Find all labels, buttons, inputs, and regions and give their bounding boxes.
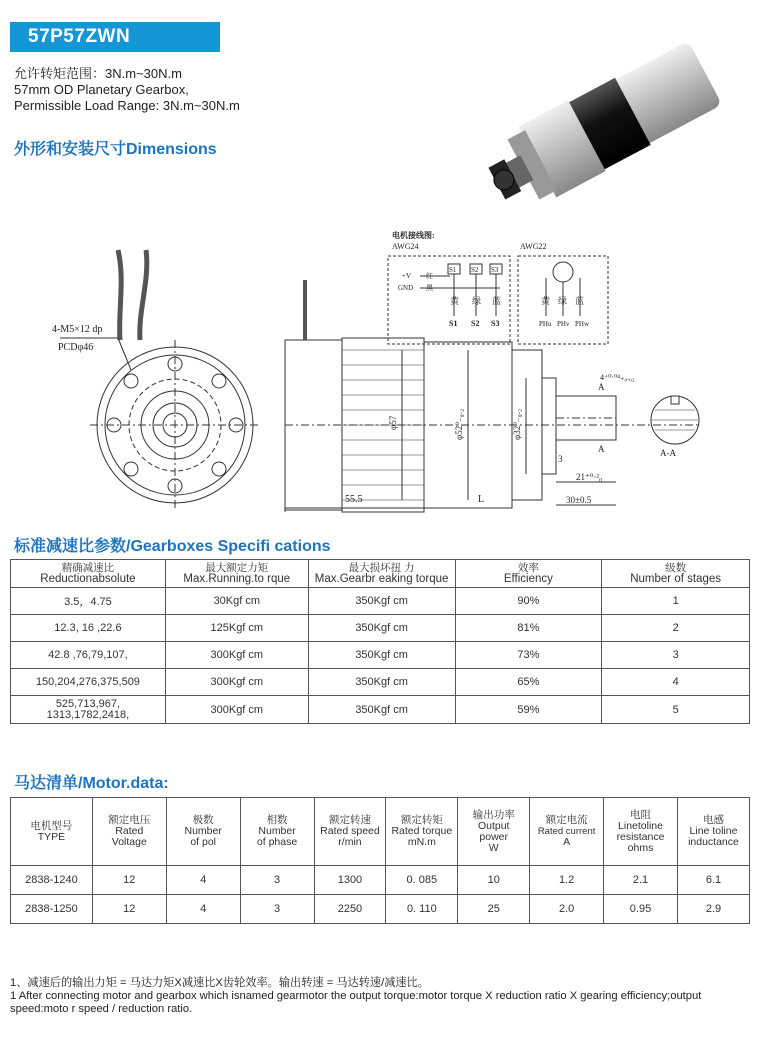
cell-voltage: 12 [92,866,166,895]
yellow-label: 黄 [450,296,460,306]
gearmotor-photo [470,28,755,213]
cell-phases: 3 [240,895,314,924]
dim-55-5: 55.5 [345,494,363,505]
s1-top: S1 [449,266,457,274]
blue-label: 蓝 [492,296,502,306]
cell-running-torque: 300Kgf cm [165,642,308,669]
intro-line-2: 57mm OD Planetary Gearbox, [14,82,189,97]
motor-header-inductance: 电感 Line toline inductance [677,798,749,866]
table-row [11,696,750,724]
green-label-2: 绿 [558,296,568,306]
cell-resistance: 0.95 [604,895,678,924]
cell-efficiency: 65% [455,669,602,696]
table-row [11,669,750,696]
yellow-label-2: 黄 [541,296,551,306]
gear-header-stages: 级数 Number of stages [602,560,750,588]
motor-header-voltage: 额定电压 Rated Voltage [92,798,166,866]
motor-header-torque: 额定转矩 Rated torque mN.m [386,798,458,866]
side-view [285,280,700,512]
cell-speed: 1300 [314,866,386,895]
cell-type: 2838-1240 [11,866,93,895]
cell-current: 2.0 [530,895,604,924]
cell-ratio: 525,713,967, 1313,1782,2418, [11,696,166,724]
cell-breaking-torque: 350Kgf cm [308,696,455,724]
motor-header-poles: 极数 Number of pol [166,798,240,866]
awg22-label: AWG22 [520,242,547,251]
cell-inductance: 2.9 [677,895,749,924]
dim-21: 21⁺⁰·²₀ [576,472,603,482]
s1-bottom: S1 [449,319,458,328]
cell-poles: 4 [166,866,240,895]
dimension-drawing [0,220,760,520]
motor-data-heading: 马达清单/Motor.data: [14,775,169,792]
cell-torque: 0. 085 [386,866,458,895]
cell-efficiency: 73% [455,642,602,669]
motor-data-table [10,797,750,924]
table-row [11,615,750,642]
cell-stages: 2 [602,615,750,642]
cell-stages: 5 [602,696,750,724]
cell-voltage: 12 [92,895,166,924]
awg24-label: AWG24 [392,242,419,251]
front-view [60,250,260,510]
cell-ratio: 3.5，4.75 [11,588,166,615]
cell-type: 2838-1250 [11,895,93,924]
phv-label: PHv [557,320,570,328]
gnd-label: GND [398,284,414,292]
gearbox-spec-table [10,559,750,724]
cell-running-torque: 300Kgf cm [165,669,308,696]
cell-current: 1.2 [530,866,604,895]
motor-table-header [11,798,750,866]
wiring-title: 电机接线图: [392,231,435,240]
cell-stages: 4 [602,669,750,696]
dimensions-heading: 外形和安装尺寸Dimensions [14,141,217,158]
cell-efficiency: 59% [455,696,602,724]
cell-stages: 3 [602,642,750,669]
pcd-label: PCDφ46 [58,342,94,353]
intro-text [14,66,240,114]
cell-breaking-torque: 350Kgf cm [308,642,455,669]
section-aa-label: A-A [660,448,676,458]
dim-A-top: A [598,382,605,392]
dim-4: 4⁺⁰·⁰⁴₊₀.₀₂ [600,373,635,382]
motor-header-resistance: 电阻 Linetoline resistance ohms [604,798,678,866]
table-row [11,588,750,615]
vplus-label: +V [402,272,412,280]
s3-top: S3 [491,266,499,274]
gear-header-ratio: 精确减速比 Reductionabsolute [11,560,166,588]
intro-line-1: 允许转矩范围：3N.m~30N.m [14,66,182,81]
cell-running-torque: 125Kgf cm [165,615,308,642]
s3-bottom: S3 [491,319,500,328]
gearbox-specs-heading: 标准减速比参数/Gearboxes Specifi cations [14,538,331,555]
dim-57: φ57 [388,415,398,430]
cell-resistance: 2.1 [604,866,678,895]
motor-header-speed: 额定转速 Rated speed r/min [314,798,386,866]
black-label: 黑 [426,284,433,292]
cell-breaking-torque: 350Kgf cm [308,615,455,642]
s2-bottom: S2 [471,319,480,328]
table-row [11,642,750,669]
table-row [11,895,750,924]
cell-speed: 2250 [314,895,386,924]
dim-3: 3 [558,454,563,464]
cell-ratio: 42.8 ,76,79,107, [11,642,166,669]
mount-holes-label: 4-M5×12 dp [52,324,103,335]
motor-header-phases: 相数 Number of phase [240,798,314,866]
gear-header-breaking-torque: 最大损坏扭 力 Max.Gearbr eaking torque [308,560,455,588]
gear-header-efficiency: 效率 Efficiency [455,560,602,588]
dim-A-bottom: A [598,444,605,454]
phw-label: PHw [575,320,590,328]
motor-header-current: 额定电流 Rated current A [530,798,604,866]
footnote-en: 1 After connecting motor and gearbox which isnamed gearmotor the output torque:motor torque X reduction ratio X gearing efficiency;output speed:moto r speed / reduction ratio. [10,990,702,1015]
red-label: 红 [426,272,433,280]
footnote [10,977,750,1016]
cell-ratio: 12.3, 16 ,22.6 [11,615,166,642]
cell-running-torque: 30Kgf cm [165,588,308,615]
model-title-bar [10,22,220,52]
model-title: 57P57ZWN [28,26,131,47]
cell-phases: 3 [240,866,314,895]
cell-inductance: 6.1 [677,866,749,895]
motor-header-power: 输出功率 Output power W [458,798,530,866]
green-label: 绿 [472,296,482,306]
dim-52: φ52⁰₋₀.₂ [454,408,464,440]
cell-power: 25 [458,895,530,924]
dim-32: φ32⁰₋₀.₂ [512,408,522,440]
cell-running-torque: 300Kgf cm [165,696,308,724]
cell-efficiency: 90% [455,588,602,615]
dim-30: 30±0.5 [566,495,592,505]
intro-line-3: Permissible Load Range: 3N.m~30N.m [14,98,240,113]
motor-header-type: 电机型号 TYPE [11,798,93,866]
phu-label: PHu [539,320,552,328]
footnote-cn: 1、减速后的输出力矩 = 马达力矩X减速比X齿轮效率。输出转速 = 马达转速/减速比。 [10,977,429,989]
cell-torque: 0. 110 [386,895,458,924]
dim-L: L [478,494,485,505]
s2-top: S2 [471,266,479,274]
cell-poles: 4 [166,895,240,924]
table-row [11,866,750,895]
cell-power: 10 [458,866,530,895]
cell-breaking-torque: 350Kgf cm [308,669,455,696]
cell-stages: 1 [602,588,750,615]
section-aa-view [651,396,699,444]
cell-efficiency: 81% [455,615,602,642]
gear-table-header [11,560,750,588]
cell-breaking-torque: 350Kgf cm [308,588,455,615]
blue-label-2: 蓝 [575,296,585,306]
cell-ratio: 150,204,276,375,509 [11,669,166,696]
gear-header-running-torque: 最大额定力矩 Max.Running.to rque [165,560,308,588]
